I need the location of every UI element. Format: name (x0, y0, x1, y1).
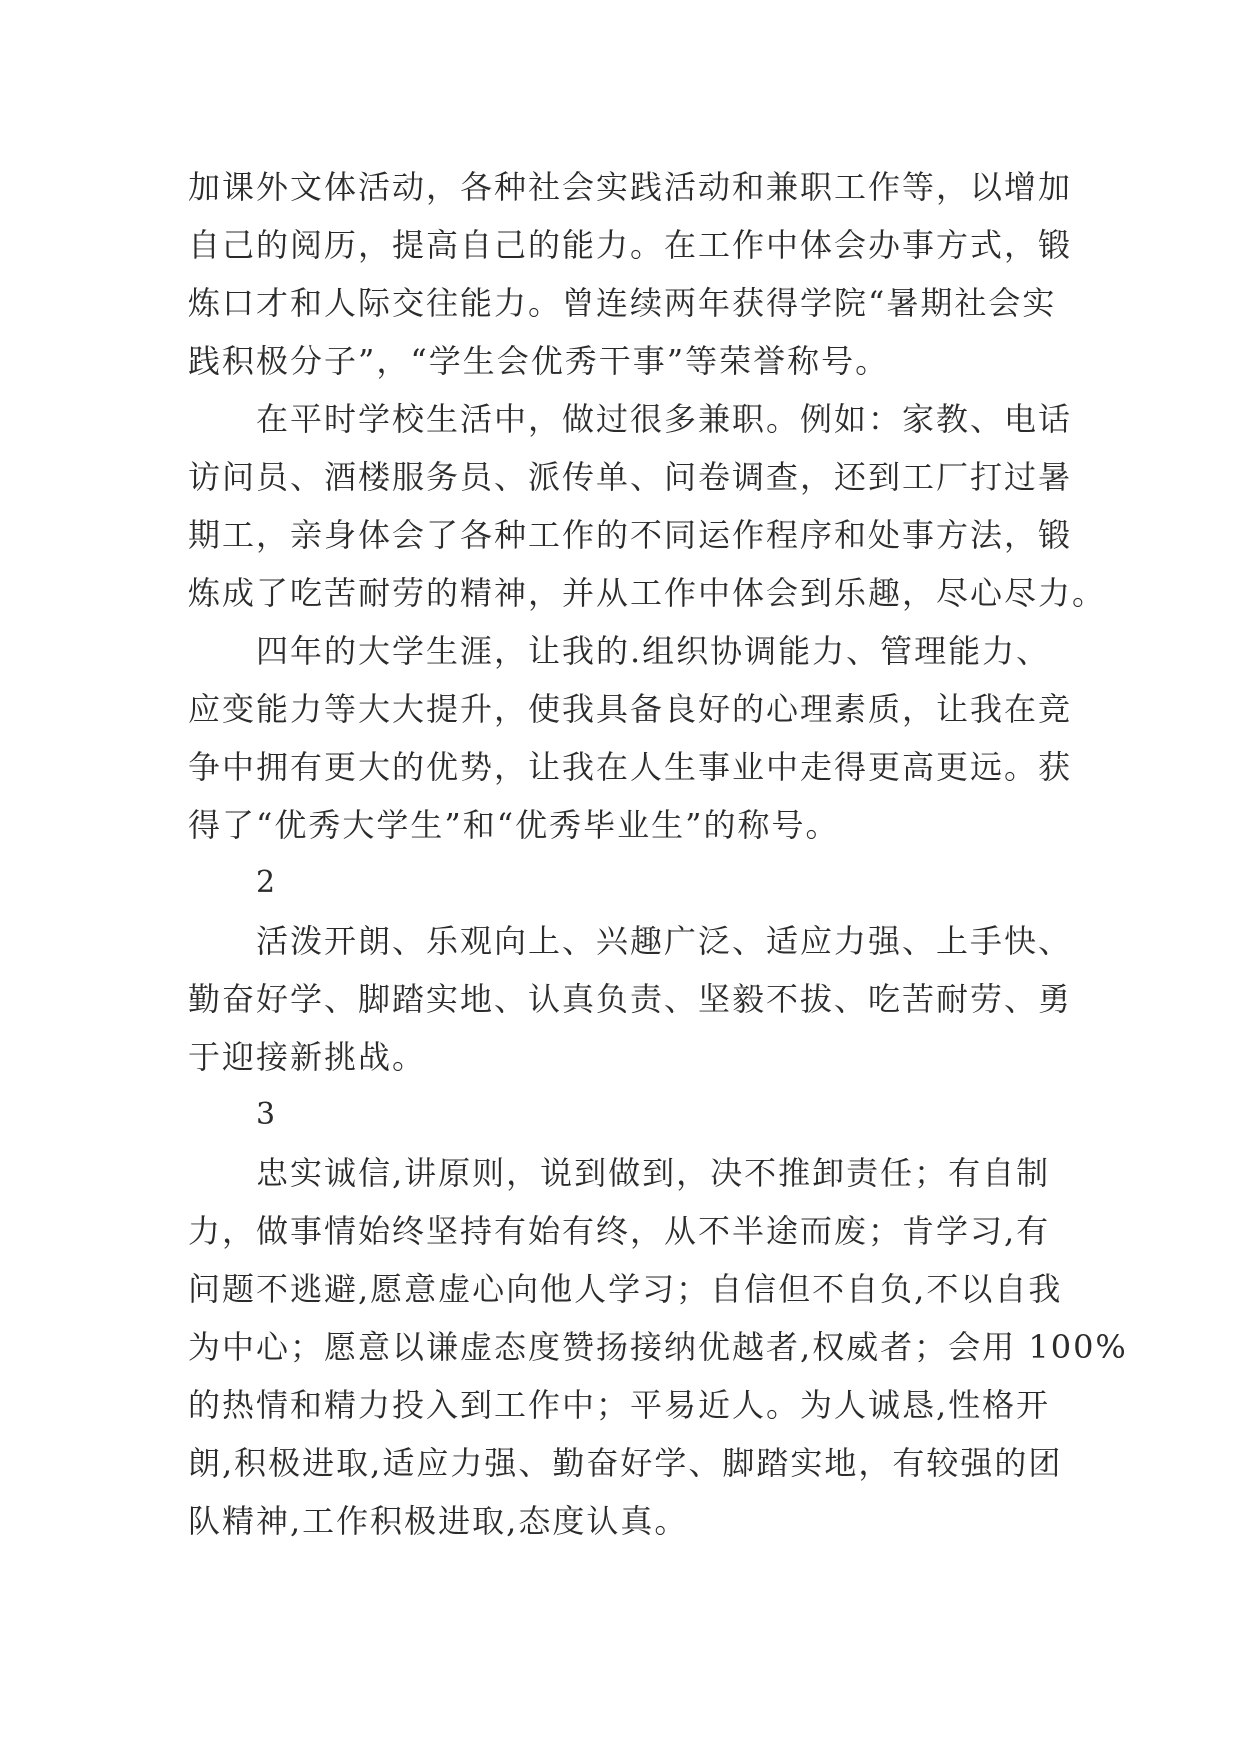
text-line: 力，做事情始终坚持有始有终，从不半途而废；肯学习,有 (188, 1212, 1051, 1250)
text-line: 期工，亲身体会了各种工作的不同运作程序和处事方法，锻 (188, 516, 1073, 554)
document-body (188, 158, 1128, 1550)
paragraph-5 (188, 1144, 1128, 1550)
text-line: 访问员、酒楼服务员、派传单、问卷调查，还到工厂打过暑 (188, 458, 1073, 496)
paragraph-3 (188, 622, 1073, 854)
text-line: 的热情和精力投入到工作中；平易近人。为人诚恳,性格开 (188, 1386, 1051, 1424)
text-line: 在平时学校生活中，做过很多兼职。例如：家教、电话 (256, 400, 1073, 438)
text-line: 忠实诚信,讲原则，说到做到，决不推卸责任；有自制 (256, 1154, 1051, 1192)
text-line: 自己的阅历，提高自己的能力。在工作中体会办事方式，锻 (188, 226, 1073, 264)
text-line: 得了“优秀大学生”和“优秀毕业生”的称号。 (188, 806, 840, 844)
text-line: 炼口才和人际交往能力。曾连续两年获得学院“暑期社会实 (188, 284, 1057, 322)
text-line: 应变能力等大大提升，使我具备良好的心理素质，让我在竞 (188, 690, 1073, 728)
text-line: 活泼开朗、乐观向上、兴趣广泛、适应力强、上手快、 (256, 922, 1073, 960)
text-line: 为中心；愿意以谦虚态度赞扬接纳优越者,权威者；会用 100% (188, 1328, 1128, 1366)
text-line: 队精神,工作积极进取,态度认真。 (188, 1502, 689, 1540)
text-line: 四年的大学生涯，让我的.组织协调能力、管理能力、 (256, 632, 1051, 670)
paragraph-1 (188, 158, 1073, 390)
text-line: 勤奋好学、脚踏实地、认真负责、坚毅不拔、吃苦耐劳、勇 (188, 980, 1073, 1018)
text-line: 问题不逃避,愿意虚心向他人学习；自信但不自负,不以自我 (188, 1270, 1063, 1308)
paragraph-4 (188, 912, 1073, 1086)
text-line: 加课外文体活动，各种社会实践活动和兼职工作等，以增加 (188, 168, 1073, 206)
text-line: 炼成了吃苦耐劳的精神，并从工作中体会到乐趣，尽心尽力。 (188, 574, 1107, 612)
section-number: 3 (256, 1097, 276, 1132)
text-line: 于迎接新挑战。 (188, 1038, 427, 1076)
paragraph-2 (188, 390, 1107, 622)
text-line: 践积极分子”，“学生会优秀干事”等荣誉称号。 (188, 342, 890, 380)
text-line: 朗,积极进取,适应力强、勤奋好学、脚踏实地，有较强的团 (188, 1444, 1063, 1482)
text-line: 争中拥有更大的优势，让我在人生事业中走得更高更远。获 (188, 748, 1073, 786)
section-number: 2 (256, 865, 276, 900)
